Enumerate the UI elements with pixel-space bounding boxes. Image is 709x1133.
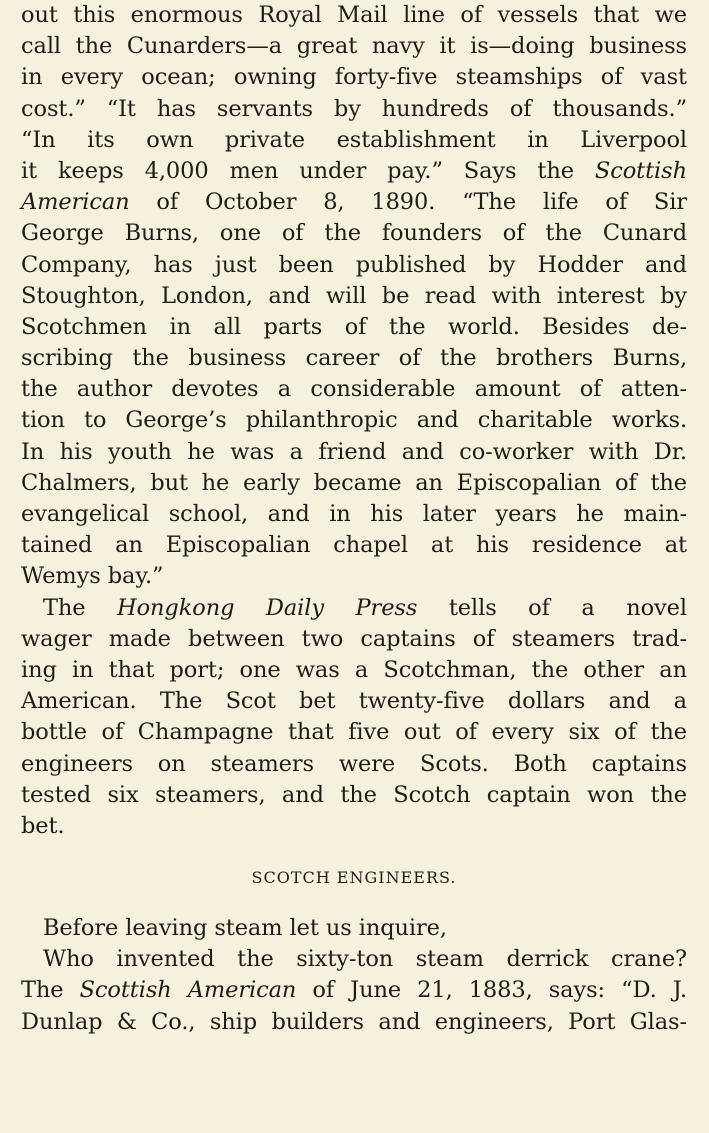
italic-title: Scottish — [594, 157, 687, 184]
text-span: cost.” “It has servants by hundreds of thousands.” — [21, 95, 687, 122]
text-line — [21, 62, 687, 93]
text-span: The — [21, 977, 80, 1004]
text-line — [21, 811, 687, 842]
text-line — [21, 405, 687, 436]
text-span: tested six steamers, and the Scotch captain won the — [21, 781, 687, 808]
text-line — [21, 530, 687, 561]
text-line — [21, 913, 687, 944]
text-span: wager made between two captains of steamers trad- — [21, 625, 687, 652]
italic-title: Scottish American — [79, 977, 297, 1004]
text-span: of October 8, 1890. “The life of Sir — [129, 189, 687, 216]
text-line — [21, 975, 687, 1006]
italic-title: American — [21, 189, 130, 216]
text-line — [21, 686, 687, 717]
text-span: out this enormous Royal Mail line of vessels that we — [21, 2, 687, 28]
text-span: it keeps 4,000 men under pay.” Says the — [21, 157, 595, 184]
text-line — [21, 593, 687, 624]
body-text — [21, 0, 687, 1038]
text-span: Who invented the sixty-ton steam derrick crane? — [43, 946, 687, 973]
text-span: call the Cunarders—a great navy it is—doing business — [21, 33, 687, 60]
italic-title: Hongkong Daily Press — [117, 594, 418, 621]
text-span: In his youth he was a friend and co-worker with Dr. — [21, 438, 687, 465]
text-span: Scotchmen in all parts of the world. Besides de- — [21, 313, 687, 340]
text-line — [21, 749, 687, 780]
text-span: evangelical school, and in his later years he main- — [21, 501, 687, 527]
text-line — [21, 468, 687, 499]
text-line — [21, 218, 687, 249]
spacer — [21, 842, 687, 862]
text-span: Stoughton, London, and will be read with interest by — [21, 282, 687, 309]
text-line — [21, 31, 687, 62]
text-span: the author devotes a considerable amount of atten- — [21, 376, 687, 403]
section-heading: SCOTCH ENGINEERS. — [251, 868, 457, 888]
text-span: “In its own private establishment in Liverpool — [21, 126, 687, 153]
spacer — [21, 893, 687, 913]
text-span: Company, has just been published by Hodder and — [21, 251, 687, 278]
text-line — [21, 281, 687, 312]
text-line — [21, 1007, 687, 1038]
text-span: Wemys bay.” — [21, 563, 164, 590]
text-span: tained an Episcopalian chapel at his residence at — [21, 532, 687, 559]
text-line — [21, 374, 687, 405]
text-span: bottle of Champagne that five out of every six of the — [21, 719, 687, 746]
text-line — [21, 94, 687, 125]
text-line — [21, 250, 687, 281]
text-span: scribing the business career of the brothers Burns, — [21, 345, 687, 372]
text-span: of June 21, 1883, says: “D. J. — [296, 977, 687, 1004]
text-span: ing in that port; one was a Scotchman, the other an — [21, 656, 687, 683]
text-span: The — [43, 594, 118, 621]
text-line — [21, 156, 687, 187]
text-span: Before leaving steam let us inquire, — [43, 915, 447, 942]
text-line — [21, 343, 687, 374]
text-line — [21, 437, 687, 468]
text-line — [21, 655, 687, 686]
text-line — [21, 0, 687, 31]
text-line — [21, 499, 687, 530]
book-page — [21, 0, 687, 1133]
text-span: George Burns, one of the founders of the Cunard — [21, 220, 687, 247]
text-line — [21, 187, 687, 218]
text-span: American. The Scot bet twenty-five dollars and a — [21, 688, 687, 715]
text-span: tion to George’s philanthropic and charitable works. — [21, 407, 687, 434]
text-line — [21, 312, 687, 343]
text-span: Dunlap & Co., ship builders and engineers, Port Glas- — [21, 1008, 687, 1035]
text-span: engineers on steamers were Scots. Both captains — [21, 750, 687, 777]
text-line — [21, 125, 687, 156]
text-span: Chalmers, but he early became an Episcopalian of the — [21, 469, 687, 496]
text-line — [21, 624, 687, 655]
text-span: tells of a novel — [417, 594, 687, 621]
text-span: in every ocean; owning forty-five steamships of vast — [21, 64, 687, 91]
text-line — [21, 561, 687, 592]
text-span: bet. — [21, 812, 65, 839]
text-line — [21, 944, 687, 975]
text-line — [21, 780, 687, 811]
text-line — [21, 717, 687, 748]
